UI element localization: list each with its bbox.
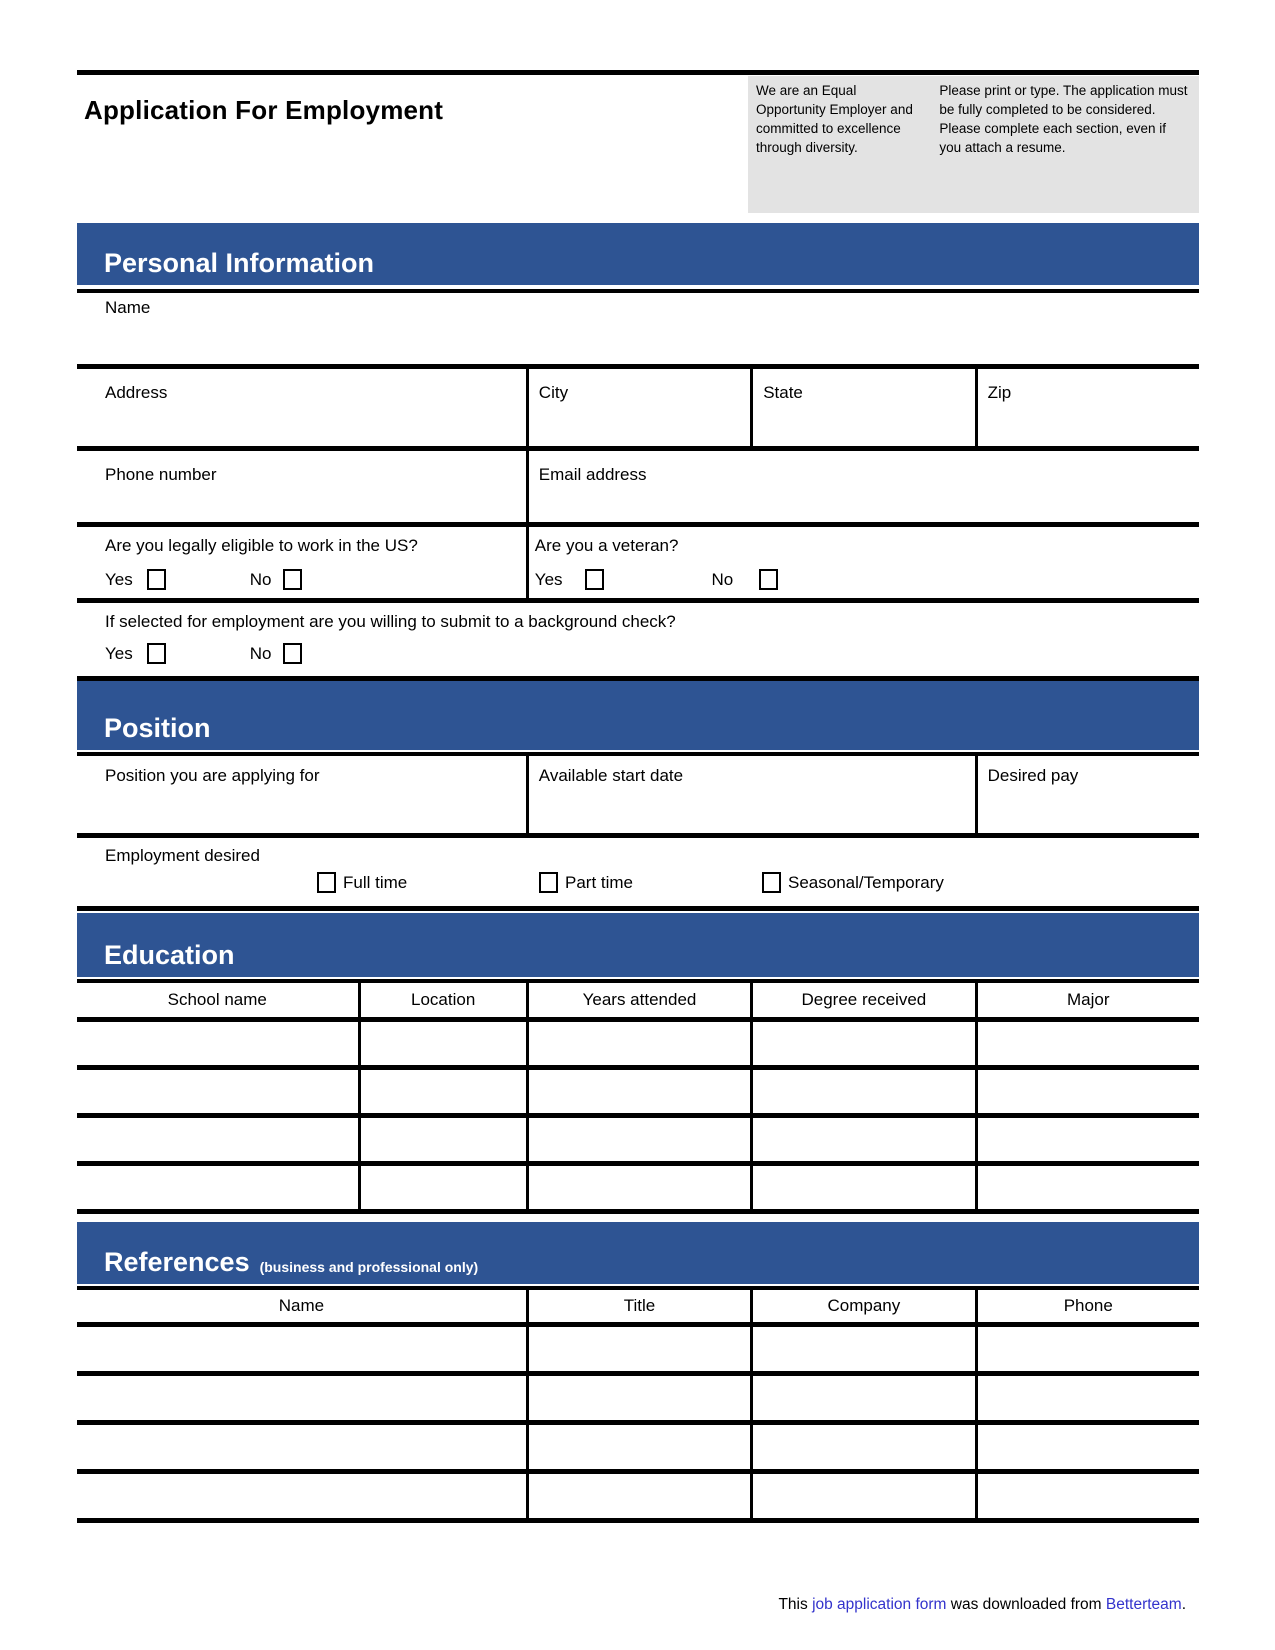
veteran-yes-checkbox[interactable] <box>585 569 604 590</box>
reference-cell[interactable] <box>975 1474 1199 1518</box>
email-input-area[interactable] <box>526 451 1199 522</box>
education-cell[interactable] <box>975 1022 1199 1065</box>
references-qualifier: (business and professional only) <box>259 1259 479 1275</box>
education-col-major: Major <box>975 983 1199 1017</box>
education-col-location: Location <box>358 983 526 1017</box>
reference-cell[interactable] <box>526 1425 750 1469</box>
print-instructions-notice: Please print or type. The application must be fully completed to be considered. Please complete each section, even if you attach a resume. <box>939 83 1188 155</box>
education-col-school: School name <box>167 990 267 1009</box>
references-col-phone: Phone <box>975 1290 1199 1322</box>
veteran-question: Are you a veteran? <box>534 536 679 555</box>
education-cell[interactable] <box>975 1070 1199 1113</box>
veteran-yes-label: Yes <box>534 569 563 589</box>
education-col-years: Years attended <box>526 983 750 1017</box>
table-row <box>77 1166 1199 1214</box>
eligible-no-label: No <box>249 569 272 589</box>
table-row <box>77 1376 1199 1425</box>
education-cell[interactable] <box>975 1166 1199 1209</box>
education-header-row <box>77 983 1199 1022</box>
employment-desired-label: Employment desired <box>105 846 260 865</box>
education-cell[interactable] <box>526 1022 750 1065</box>
email-label: Email address <box>538 465 647 484</box>
education-table-body <box>77 1022 1199 1214</box>
education-cell[interactable] <box>526 1118 750 1161</box>
state-input-area[interactable] <box>750 369 974 446</box>
section-header-education <box>77 913 1199 977</box>
education-cell[interactable] <box>526 1166 750 1209</box>
eligible-no-checkbox[interactable] <box>283 569 302 590</box>
phone-label: Phone number <box>105 465 217 484</box>
reference-cell[interactable] <box>750 1425 974 1469</box>
table-row <box>77 1070 1199 1118</box>
top-divider <box>77 70 1199 75</box>
education-cell[interactable] <box>358 1070 526 1113</box>
reference-cell[interactable] <box>975 1327 1199 1371</box>
reference-cell[interactable] <box>975 1376 1199 1420</box>
seasonal-temporary-checkbox[interactable] <box>762 872 781 893</box>
education-cell[interactable] <box>77 1118 358 1161</box>
page-title: Application For Employment <box>84 95 444 125</box>
eligible-question: Are you legally eligible to work in the US? <box>105 536 418 555</box>
footer-prefix: This <box>778 1596 813 1613</box>
position-applying-input-area[interactable] <box>77 756 526 833</box>
address-label: Address <box>105 383 168 402</box>
references-header-row <box>77 1290 1199 1327</box>
phone-input-area[interactable] <box>77 451 526 522</box>
part-time-checkbox[interactable] <box>539 872 558 893</box>
background-yes-label: Yes <box>105 643 133 663</box>
background-no-checkbox[interactable] <box>283 643 302 664</box>
start-date-label: Available start date <box>538 766 684 785</box>
eligible-yes-checkbox[interactable] <box>147 569 166 590</box>
table-row <box>77 1425 1199 1474</box>
education-cell[interactable] <box>77 1166 358 1209</box>
background-check-row <box>77 598 1199 681</box>
background-check-question: If selected for employment are you willing to submit to a background check? <box>105 612 676 631</box>
education-cell[interactable] <box>77 1022 358 1065</box>
footer-suffix: . <box>1181 1596 1186 1613</box>
reference-cell[interactable] <box>526 1376 750 1420</box>
address-input-area[interactable] <box>77 369 526 446</box>
references-col-company: Company <box>750 1290 974 1322</box>
education-cell[interactable] <box>77 1070 358 1113</box>
city-input-area[interactable] <box>526 369 750 446</box>
background-question-cell <box>77 603 1199 676</box>
position-row <box>77 756 1199 838</box>
table-row <box>77 1118 1199 1166</box>
eligible-yes-label: Yes <box>105 569 133 589</box>
reference-cell[interactable] <box>975 1425 1199 1469</box>
notice-box <box>748 76 1199 213</box>
desired-pay-input-area[interactable] <box>975 756 1199 833</box>
education-cell[interactable] <box>358 1022 526 1065</box>
reference-cell[interactable] <box>77 1425 526 1469</box>
education-cell[interactable] <box>358 1118 526 1161</box>
section-heading: Education <box>104 940 235 970</box>
education-cell[interactable] <box>975 1118 1199 1161</box>
section-heading: Personal Information <box>104 248 375 278</box>
eligibility-row <box>77 522 1199 598</box>
reference-cell[interactable] <box>526 1327 750 1371</box>
reference-cell[interactable] <box>526 1474 750 1518</box>
reference-cell[interactable] <box>77 1376 526 1420</box>
address-row <box>77 364 1199 446</box>
education-cell[interactable] <box>750 1022 974 1065</box>
zip-input-area[interactable] <box>975 369 1199 446</box>
form-page <box>77 0 1199 1650</box>
reference-cell[interactable] <box>77 1474 526 1518</box>
equal-opportunity-notice: We are an Equal Opportunity Employer and committed to excellence through diversity. <box>756 83 913 155</box>
city-label: City <box>538 383 569 402</box>
veteran-question-cell <box>526 527 1199 598</box>
seasonal-temporary-label: Seasonal/Temporary <box>788 872 944 892</box>
full-time-checkbox[interactable] <box>317 872 336 893</box>
reference-cell[interactable] <box>750 1327 974 1371</box>
reference-cell[interactable] <box>750 1376 974 1420</box>
background-no-label: No <box>249 643 272 663</box>
references-table-body <box>77 1327 1199 1523</box>
section-heading: Position <box>104 713 211 743</box>
state-label: State <box>763 383 803 402</box>
section-header-position <box>77 681 1199 750</box>
education-cell[interactable] <box>750 1166 974 1209</box>
section-heading: References <box>104 1247 250 1277</box>
name-label: Name <box>105 298 151 317</box>
reference-cell[interactable] <box>750 1474 974 1518</box>
footer-attribution <box>778 1596 1186 1614</box>
references-col-title: Title <box>526 1290 750 1322</box>
footer-middle: was downloaded from <box>946 1596 1106 1613</box>
desired-pay-label: Desired pay <box>987 766 1079 785</box>
education-cell[interactable] <box>750 1070 974 1113</box>
phone-email-row <box>77 446 1199 522</box>
table-row <box>77 1474 1199 1523</box>
full-time-label: Full time <box>343 872 408 892</box>
betterteam-link[interactable]: Betterteam <box>1105 1596 1182 1613</box>
veteran-no-checkbox[interactable] <box>759 569 778 590</box>
table-row <box>77 1022 1199 1070</box>
reference-cell[interactable] <box>77 1327 526 1371</box>
employment-desired-row <box>77 838 1199 911</box>
education-cell[interactable] <box>526 1070 750 1113</box>
education-cell[interactable] <box>358 1166 526 1209</box>
job-application-form-link[interactable]: job application form <box>812 1596 947 1613</box>
education-col-degree: Degree received <box>750 983 974 1017</box>
veteran-no-label: No <box>711 569 734 589</box>
background-yes-checkbox[interactable] <box>147 643 166 664</box>
name-input-area[interactable] <box>77 293 1199 364</box>
applying-for-label: Position you are applying for <box>105 766 320 785</box>
education-cell[interactable] <box>750 1118 974 1161</box>
eligible-question-cell <box>77 527 526 598</box>
zip-label: Zip <box>987 383 1012 402</box>
part-time-label: Part time <box>565 872 634 892</box>
section-header-personal-information <box>77 223 1199 285</box>
references-col-name: Name <box>278 1296 325 1315</box>
start-date-input-area[interactable] <box>526 756 975 833</box>
section-header-references <box>77 1222 1199 1284</box>
table-row <box>77 1327 1199 1376</box>
